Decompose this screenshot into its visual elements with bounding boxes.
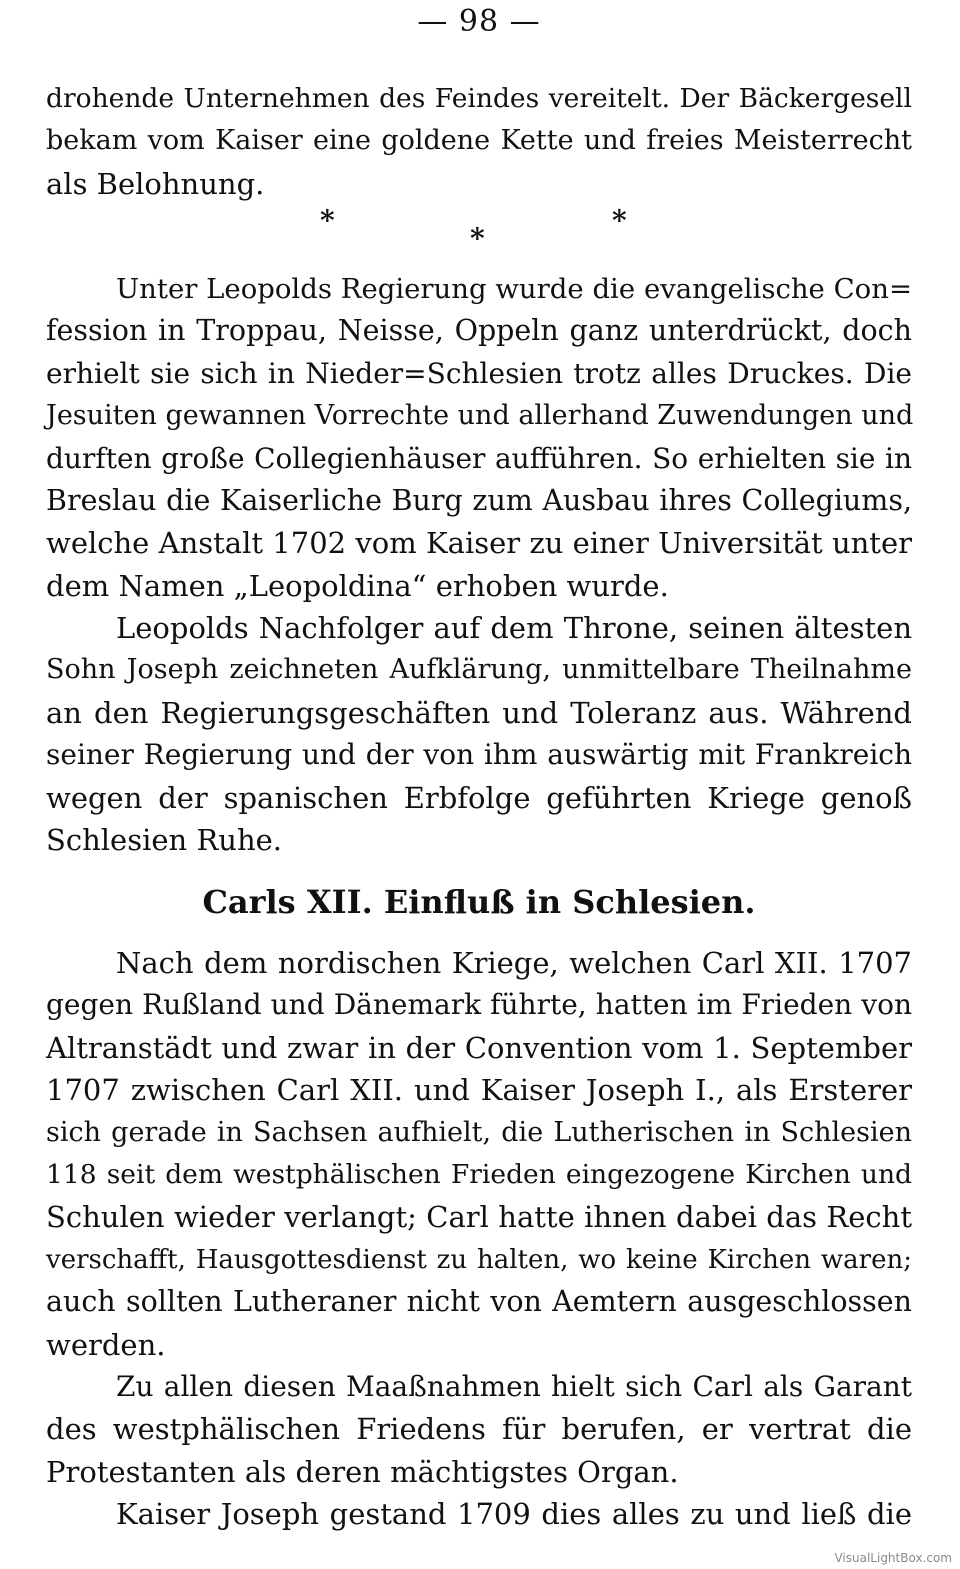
separator-star: * [612, 204, 627, 237]
text-line: Unter Leopolds Regierung wurde die evangelische Con= [116, 273, 912, 305]
text-line: Protestanten als deren mächtigstes Organ. [46, 1454, 679, 1489]
text-line: bekam vom Kaiser eine goldene Kette und freies Meisterrecht [46, 125, 912, 157]
paragraph-1 [46, 78, 912, 205]
text-line: welche Anstalt 1702 vom Kaiser zu einer Universität unter [46, 526, 912, 561]
text-line: des westphälischen Friedens für berufen, er vertrat die [46, 1412, 912, 1447]
text-line: Schulen wieder verlangt; Carl hatte ihnen dabei das Recht [46, 1200, 912, 1235]
section-separator [46, 204, 912, 254]
text-line: Schlesien Ruhe. [46, 823, 283, 858]
text-line: 118 seit dem westphälischen Frieden eingezogene Kirchen und [46, 1159, 912, 1191]
text-line: wegen der spanischen Erbfolge geführten Kriege genoß [46, 780, 912, 815]
text-line: Kaiser Joseph gestand 1709 dies alles zu und ließ die [116, 1497, 912, 1531]
text-line: erhielt sie sich in Nieder=Schlesien trotz alles Druckes. Die [46, 356, 912, 390]
text-line: 1707 zwischen Carl XII. und Kaiser Joseph I., als Ersterer [46, 1073, 912, 1108]
text-line: durften große Collegienhäuser aufführen. So erhielten sie in [46, 441, 912, 475]
text-line: sich gerade in Sachsen aufhielt, die Lutherischen in Schlesien [46, 1116, 912, 1148]
text-line: verschafft, Hausgottesdienst zu halten, wo keine Kirchen waren; [46, 1244, 912, 1275]
text-line: Leopolds Nachfolger auf dem Throne, seinen ältesten [116, 611, 912, 645]
text-line: seiner Regierung und der von ihm auswärtig mit Frankreich [46, 738, 912, 772]
text-line: Altranstädt und zwar in der Convention vom 1. September [46, 1030, 912, 1065]
text-line: Sohn Joseph zeichneten Aufklärung, unmittelbare Theilnahme [46, 654, 912, 686]
separator-star: * [320, 204, 335, 237]
watermark: VisualLightBox.com [834, 1551, 952, 1565]
text-line: drohende Unternehmen des Feindes vereitelt. Der Bäckergesell [46, 83, 912, 114]
paragraph-2 [46, 268, 912, 607]
text-line: als Belohnung. [46, 166, 265, 201]
text-line: Nach dem nordischen Kriege, welchen Carl XII. 1707 [116, 946, 912, 980]
text-line: werden. [46, 1327, 166, 1362]
paragraph-3 [46, 607, 912, 861]
text-line: an den Regierungsgeschäften und Toleranz aus. Während [46, 695, 912, 730]
paragraph-5 [46, 1366, 912, 1493]
text-line: Jesuiten gewannen Vorrechte und allerhand Zuwendungen und [46, 400, 914, 432]
text-line: Breslau die Kaiserliche Burg zum Ausbau ihres Collegiums, [46, 484, 912, 518]
section-heading: Carls XII. Einfluß in Schlesien. [202, 883, 756, 921]
text-line: dem Namen „Leopoldina“ erhoben wurde. [46, 568, 669, 603]
text-line: auch sollten Lutheraner nicht von Aemtern ausgeschlossen [46, 1285, 912, 1319]
page-number: — 98 — [417, 4, 541, 39]
paragraph-6 [46, 1493, 912, 1535]
text-line: gegen Rußland und Dänemark führte, hatten im Frieden von [46, 988, 912, 1022]
text-line: fession in Troppau, Neisse, Oppeln ganz unterdrückt, doch [46, 314, 912, 348]
paragraph-4 [46, 942, 912, 1366]
text-line: Zu allen diesen Maaßnahmen hielt sich Carl als Garant [116, 1370, 912, 1403]
separator-star: * [470, 222, 485, 255]
